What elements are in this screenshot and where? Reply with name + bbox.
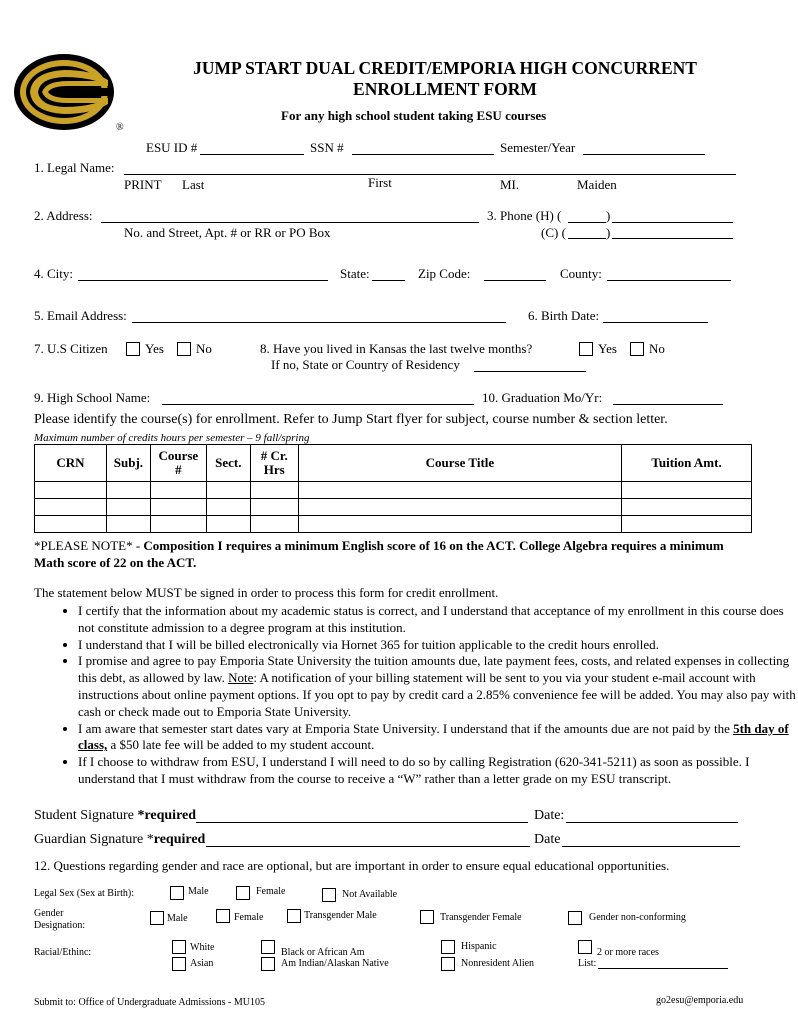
b4-text-b: a $50 late fee will be added to my student account. [107,737,375,753]
b4-text-a: I am aware that semester start dates vary at Emporia State University. I understand that if the amounts due are not paid by the [78,720,734,736]
graduation-field[interactable] [613,404,723,405]
gender-nonconforming-label: Gender non-conforming [589,912,686,923]
student-sig-required: *required [137,808,197,823]
gender-label-line2: Designation: [34,920,86,931]
race-black-checkbox[interactable] [261,940,275,954]
print-hint: PRINT [124,177,162,192]
home-phone-area[interactable] [568,222,606,223]
county-field[interactable] [607,280,731,281]
legal-name-field[interactable] [124,174,736,175]
kansas-yes-checkbox[interactable] [579,342,593,356]
esu-id-field[interactable] [200,154,304,155]
list-item [78,653,798,720]
city-field[interactable] [78,280,328,281]
col-course-line1: Course [158,448,199,463]
gender-male-label: Male [167,913,188,924]
b4-day: 5th day of class, [78,720,789,753]
zip-label: Zip Code: [418,266,471,281]
home-phone-close: ) [606,208,611,223]
table-row[interactable] [35,482,752,499]
statement-intro: The statement below MUST be signed in order to process this form for credit enrollment. [34,585,499,600]
gender-male-checkbox[interactable] [150,911,164,925]
esu-logo [12,50,124,134]
list-item: • If I choose to withdraw from ESU, I understand I will need to do so by calling Registration (620-341-5211) as soon as possible. I understand that I must withdraw from the course to receive a “W” rather than a letter grade on my ESU transcript. [78,754,798,788]
race-nonresident-checkbox[interactable] [441,957,455,971]
semester-label: Semester/Year [500,140,576,155]
form-title [130,58,760,100]
race-two-or-more-checkbox[interactable] [578,940,592,954]
student-sig-text: Student Signature [34,808,138,823]
legal-sex-label: Legal Sex (Sex at Birth): [34,888,134,899]
student-date-label: Date: [534,808,565,823]
sex-female-checkbox[interactable] [236,886,250,900]
col-crn: CRN [35,445,107,482]
col-subj: Subj. [106,445,150,482]
race-list-label: List: [578,958,597,969]
race-asian-label: Asian [190,958,214,969]
last-hint: Last [182,177,205,192]
col-title: Course Title [298,445,621,482]
home-phone-label: 3. Phone (H) ( [487,208,562,223]
maiden-hint: Maiden [577,177,617,192]
citizen-no-label: No [196,341,212,356]
b3-note: Note [228,670,254,686]
gender-female-checkbox[interactable] [216,909,230,923]
student-signature-field[interactable] [196,822,528,823]
kansas-no-checkbox[interactable] [630,342,644,356]
col-credits-line1: # Cr. [260,448,288,463]
b3-text-a: I promise and agree to pay Emporia State University the tuition amounts due, late payment fees, costs, and related expenses in collecting this debt, as allowed by law. [78,653,790,686]
ssn-field[interactable] [352,154,494,155]
state-label: State: [340,266,370,281]
race-asian-checkbox[interactable] [172,957,186,971]
title-line-1: JUMP START DUAL CREDIT/EMPORIA HIGH CONCURRENT [193,58,697,78]
gender-female-label: Female [234,912,264,923]
col-credits [250,445,298,482]
zip-field[interactable] [484,280,546,281]
residency-field[interactable] [474,371,586,372]
race-list-field[interactable] [598,968,728,969]
race-black-label: Black or African Am [281,947,365,958]
guardian-sig-text: Guardian Signature * [34,832,154,847]
citizen-yes-label: Yes [145,341,164,356]
race-nonresident-label: Nonresident Alien [461,958,535,969]
esu-e-logo-icon [12,50,120,134]
note-lead: *PLEASE NOTE* - [34,538,144,553]
semester-field[interactable] [583,154,705,155]
gender-trans-male-checkbox[interactable] [287,909,301,923]
race-white-label: White [190,942,215,953]
birth-date-field[interactable] [603,322,708,323]
racial-label: Racial/Ethinc: [34,947,92,958]
legal-name-label: 1. Legal Name: [34,160,115,175]
sex-not-available-checkbox[interactable] [322,888,336,902]
col-tuition: Tuition Amt. [622,445,752,482]
footer-email[interactable]: go2esu@emporia.edu [656,995,744,1006]
list-item: • I understand that I will be billed electronically via Hornet 365 for tuition applicable to the credit hours enrolled. [78,637,798,654]
address-field[interactable] [101,222,479,223]
course-table [34,444,752,533]
please-note [34,538,744,572]
graduation-label: 10. Graduation Mo/Yr: [482,390,603,405]
course-table-header [35,445,752,482]
citizen-label: 7. U.S Citizen [34,341,108,356]
race-hispanic-label: Hispanic [461,941,497,952]
race-two-or-more-label: 2 or more races [597,947,659,958]
col-course-line2: # [175,462,182,477]
city-label: 4. City: [34,266,74,281]
sex-female-label: Female [256,886,286,897]
cell-phone-area[interactable] [568,238,606,239]
gender-trans-female-checkbox[interactable] [420,910,434,924]
student-date-field[interactable] [566,822,738,823]
high-school-label: 9. High School Name: [34,390,151,405]
table-row[interactable] [35,516,752,533]
first-hint: First [368,175,392,190]
list-item: • I certify that the information about my academic status is correct, and I understand that acceptance of my enrollment in this course does not constitute admission to a degree program at this institution. [78,603,798,637]
ssn-label: SSN # [310,140,344,155]
race-amindian-label: Am Indian/Alaskan Native [281,958,389,969]
b3-text-b: : A notification of your billing statement will be sent to you via your student e-mail account with instructions about online payment options. If you opt to pay by credit card a 2.85% convenience fee will be added. You may also pay with cash or check made out to Emporia State University. [78,670,796,719]
gender-label-line1: Gender [34,908,64,919]
kansas-no-label: No [649,341,665,356]
sex-male-label: Male [188,886,209,897]
student-signature-label [34,808,196,824]
cell-phone-label: (C) ( [541,225,566,240]
address-label: 2. Address: [34,208,93,223]
cell-phone-close: ) [606,225,611,240]
guardian-date-label: Date [534,832,561,847]
sex-not-available-label: Not Available [342,889,398,900]
cell-phone-field[interactable] [612,238,733,239]
state-field[interactable] [372,280,405,281]
citizen-yes-checkbox[interactable] [126,342,140,356]
county-label: County: [560,266,602,281]
guardian-signature-field[interactable] [206,846,530,847]
kansas-if-no: If no, State or Country of Residency [271,357,460,372]
guardian-sig-required: required [153,832,206,847]
submit-to: Submit to: Office of Undergraduate Admissions - MU105 [34,997,265,1008]
sex-male-checkbox[interactable] [170,886,184,900]
title-line-2: ENROLLMENT FORM [353,79,537,99]
col-sect: Sect. [206,445,250,482]
gender-trans-female-label: Transgender Female [440,912,522,923]
race-hispanic-checkbox[interactable] [441,940,455,954]
note-bold: Composition I requires a minimum English score of 16 on the ACT. College Algebra requires a minimum Math score of 22 on the ACT. [34,538,724,570]
demographics-question: 12. Questions regarding gender and race are optional, but are important in order to ensure equal educational opportunities. [34,858,670,873]
form-subtitle: For any high school student taking ESU courses [281,108,547,123]
birth-date-label: 6. Birth Date: [528,308,600,323]
mi-hint: MI. [500,177,520,192]
col-course [150,445,206,482]
home-phone-field[interactable] [612,222,733,223]
col-credits-line2: Hrs [263,462,285,477]
statement-list [32,603,798,788]
high-school-field[interactable] [162,404,474,405]
gender-trans-male-label: Transgender Male [304,910,377,921]
race-white-checkbox[interactable] [172,940,186,954]
kansas-question: 8. Have you lived in Kansas the last twelve months? [260,341,533,356]
guardian-signature-label [34,832,205,848]
gender-nonconforming-checkbox[interactable] [568,911,582,925]
course-intro: Please identify the course(s) for enrollment. Refer to Jump Start flyer for subject, course number & section letter. [34,412,668,427]
email-field[interactable] [132,322,506,323]
kansas-yes-label: Yes [598,341,617,356]
registered-mark: ® [116,122,124,133]
citizen-no-checkbox[interactable] [177,342,191,356]
max-credits-note: Maximum number of credits hours per semester – 9 fall/spring [34,432,310,444]
address-hint: No. and Street, Apt. # or RR or PO Box [124,225,331,240]
table-row[interactable] [35,499,752,516]
race-amindian-checkbox[interactable] [261,957,275,971]
email-label: 5. Email Address: [34,308,127,323]
guardian-date-field[interactable] [562,846,740,847]
esu-id-label: ESU ID # [146,140,198,155]
list-item [78,721,798,755]
